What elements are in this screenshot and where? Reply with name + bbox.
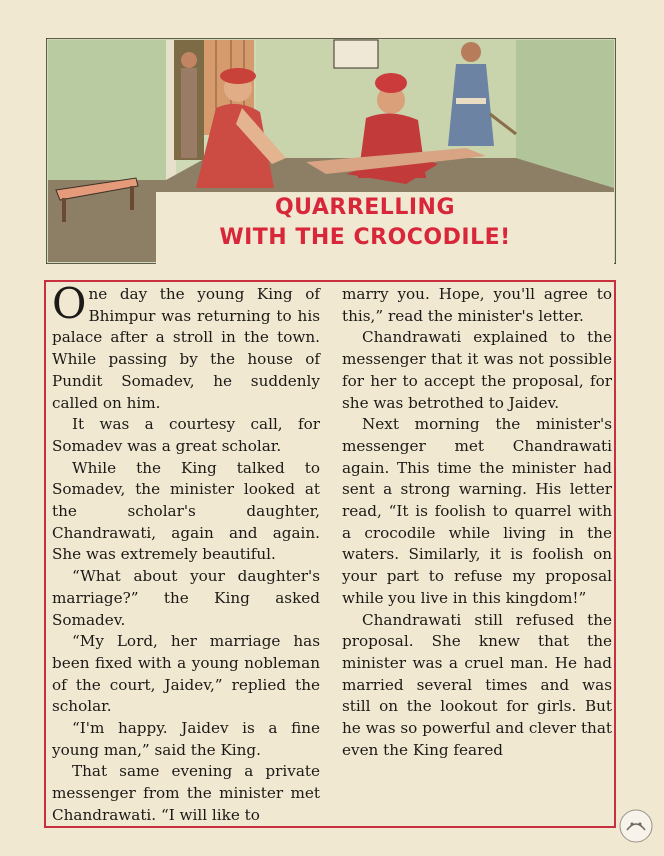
- paragraph: While the King talked to Somadev, the minister looked at the scholar's daughter, Chandrawati, again and again. She was extremely beautiful.: [52, 458, 320, 564]
- left-column: [52, 279, 320, 827]
- drop-cap: O: [52, 279, 87, 328]
- title-line-2: WITH THE CROCODILE!: [219, 225, 511, 250]
- right-column: [342, 284, 612, 761]
- title-line-1: QUARRELLING: [274, 195, 456, 220]
- story-title: [170, 193, 560, 253]
- paragraph: Next morning the minister's messenger met Chandrawati again. This time the minister had sent a strong warning. His letter read, “It is foolish to quarrel with a crocodile while living in the waters. Similarly, it is foolish on your part to refuse my proposal while you live in this kingdom!”: [342, 415, 612, 607]
- paragraph: “I'm happy. Jaidev is a fine young man,” said the King.: [52, 719, 320, 759]
- paragraph: Chandrawati explained to the messenger that it was not possible for her to accept the proposal, for she was betrothed to Jaidev.: [342, 328, 612, 412]
- paragraph: One day the young King of Bhimpur was returning to his palace after a stroll in the town. While passing by the house of Pundit Somadev, he suddenly called on him.: [52, 279, 320, 412]
- paragraph: Chandrawati still refused the proposal. She knew that the minister was a cruel man. He had married several times and was still on the lookout for girls. But he was so powerful and clever that even the King feared: [342, 610, 612, 759]
- paragraph: “What about your daughter's marriage?” the King asked Somadev.: [52, 567, 320, 629]
- paragraph: That same evening a private messenger from the minister met Chandrawati. “I will like to: [52, 762, 320, 824]
- story-text-box: [44, 280, 616, 828]
- publisher-logo-icon: [618, 808, 654, 844]
- paragraph: It was a courtesy call, for Somadev was a great scholar.: [52, 415, 320, 455]
- paragraph: marry you. Hope, you'll agree to this,” read the minister's letter.: [342, 285, 612, 325]
- paragraph: “My Lord, her marriage has been fixed with a young nobleman of the court, Jaidev,” replied the scholar.: [52, 632, 320, 716]
